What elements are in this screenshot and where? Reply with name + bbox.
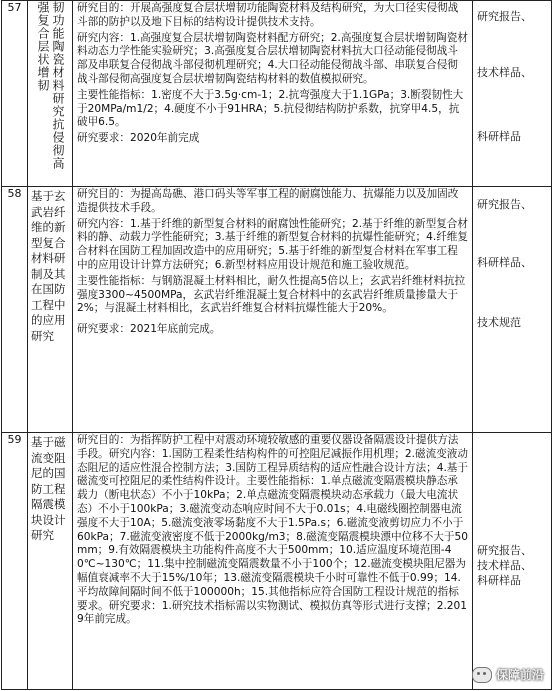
table-row-59 xyxy=(2,433,552,690)
content-body: 研究目的：为指挥防护工程中对震动环境较敏感的重要仪器设备隔震设计提供方法手段。研究内容：1.国防工程柔性结构构件的可控阻尼减振作用机理；2.磁流变液动态阻尼的适应性混合控制方法；3.国防工程异质结构的适应性融合设计方法；4.基于磁流变可控阻尼的柔性结构件设计。主要性能指标：1.单点磁流变隔震模块静态承载力（断电状态）不小于10kPa；2.单点磁流变隔震模块动态承载力（最大电流状态）不小于100kPa；3.磁流变动态响应时间不大于0.01s；4.电磁线圈控制器电流强度不大于10A；5.磁流变液零场黏度不大于1.5Pa.s；6.磁流变液剪切应力不小于60kPa；7.磁流变液密度不低于2000kg/m3；8.磁流变隔震模块漂中位移不大于50mm；9.有效隔震模块主功能构件高度不大于500mm；10.适应温度环境范围-40℃~130℃；11.集中控制磁流变隔震数量不小于100个；12.磁流变模块阻尼器为幅值衰减率不大于15%/10年；13.磁流变隔震模块千小时可靠性不低于0.99；14.平均故障间隔时间不低于100000h；15.其他指标应符合国防工程设计规范的指标要求。研究要求：1.研究技术指标需以实物测试、模拟仿真等形式进行支撑；2.2019年前完成。 xyxy=(77,434,469,626)
chat-bubble-icon xyxy=(472,667,492,683)
content-indicators: 主要性能指标：与钢筋混凝土材料相比，耐久性提高5倍以上；玄武岩纤维材料抗拉强度3300~4500MPa，玄武岩纤维混凝土复合材料中的玄武岩纤维质量掺量大于2%；与混凝土材料相比，玄武岩纤维复合材料抗爆性能大于20%。 xyxy=(77,274,466,315)
topic-name-cell xyxy=(28,433,73,690)
row-number: 59 xyxy=(2,433,28,690)
topic-name-cell xyxy=(28,1,73,187)
content-purpose: 研究目的：为提高岛礁、港口码头等军事工程的耐腐蚀能力、抗爆能力以及加固改造提供技术手段。 xyxy=(77,188,459,214)
content-requirement: 研究要求：2020年前完成 xyxy=(77,132,200,145)
topic-name: 韧功能陶瓷材料研究抗侵彻高强复合层状增韧 xyxy=(36,1,65,170)
table-row-57 xyxy=(2,1,552,187)
row-number: 57 xyxy=(2,1,28,187)
table-row-58 xyxy=(2,187,552,433)
output-item: 科研样品 xyxy=(477,130,521,143)
content-cell xyxy=(73,1,473,187)
output-item: 技术样品、 xyxy=(477,559,532,572)
output-cell xyxy=(473,1,552,187)
content-research: 研究内容：1.基于纤维的新型复合材料的耐腐蚀性能研究；2.基于纤维的新型复合材料的静、动载力学性能研究；3.基于纤维的新型复合材料的抗爆性能研究；4.纤维复合材料在国防工程加固改造中的应用研究；5.基于纤维的新型复合材料在军事工程中的应用设计计算方法研究；6.新型材料应用设计规范和施工验收规范。 xyxy=(77,217,468,271)
output-item: 科研样品、 xyxy=(477,256,532,269)
topic-name: 基于玄武岩纤维的新型复合材料研制及其在国防工程中的应用研究 xyxy=(31,189,66,343)
output-item: 研究报告、 xyxy=(477,10,532,23)
output-item: 技术样品、 xyxy=(477,66,532,79)
output-cell xyxy=(473,433,552,690)
watermark xyxy=(472,666,544,683)
topic-name-cell xyxy=(28,187,73,433)
output-item: 技术规范 xyxy=(477,316,521,329)
content-cell xyxy=(73,433,473,690)
topic-name: 基于磁流变阻尼的国防工程隔震模块设计研究 xyxy=(31,435,66,542)
row-number: 58 xyxy=(2,187,28,433)
content-purpose: 研究目的：开展高强度复合层状增韧功能陶瓷材料及结构研究，为大口径实侵彻战斗部的防护以及地下目标的结构设计提供技术支持。 xyxy=(77,2,459,28)
output-cell xyxy=(473,187,552,433)
content-requirement: 研究要求：2021年底前完成。 xyxy=(77,323,221,336)
output-item: 科研样品 xyxy=(477,574,521,587)
research-topics-table xyxy=(1,0,552,690)
watermark-text: 保障前沿 xyxy=(495,668,544,682)
content-cell xyxy=(73,187,473,433)
content-research: 研究内容：1.高强度复合层状增韧陶瓷材料配方研究；2.高强度复合层状增韧陶瓷材料动态力学性能实验研究；3.高强度复合层状增韧陶瓷材料抗大口径动能侵彻战斗部及串联复合侵彻战斗部侵彻机理研究；4.大口径动能侵彻战斗部、串联复合侵彻战斗部侵彻高强度复合层状增韧陶瓷结构材料的数值模拟研究。 xyxy=(77,31,468,85)
output-item: 研究报告、 xyxy=(477,544,532,557)
content-indicators: 主要性能指标：1.密度不大于3.5g·cm-1；2.抗弯强度大于1.1GPa；3.断裂韧性大于20MPa/m1/2；4.硬度不小于91HRA；5.抗侵彻结构防护系数，抗穿甲4.5，抗破甲6.5。 xyxy=(77,88,464,129)
output-item: 研究报告、 xyxy=(477,198,532,211)
